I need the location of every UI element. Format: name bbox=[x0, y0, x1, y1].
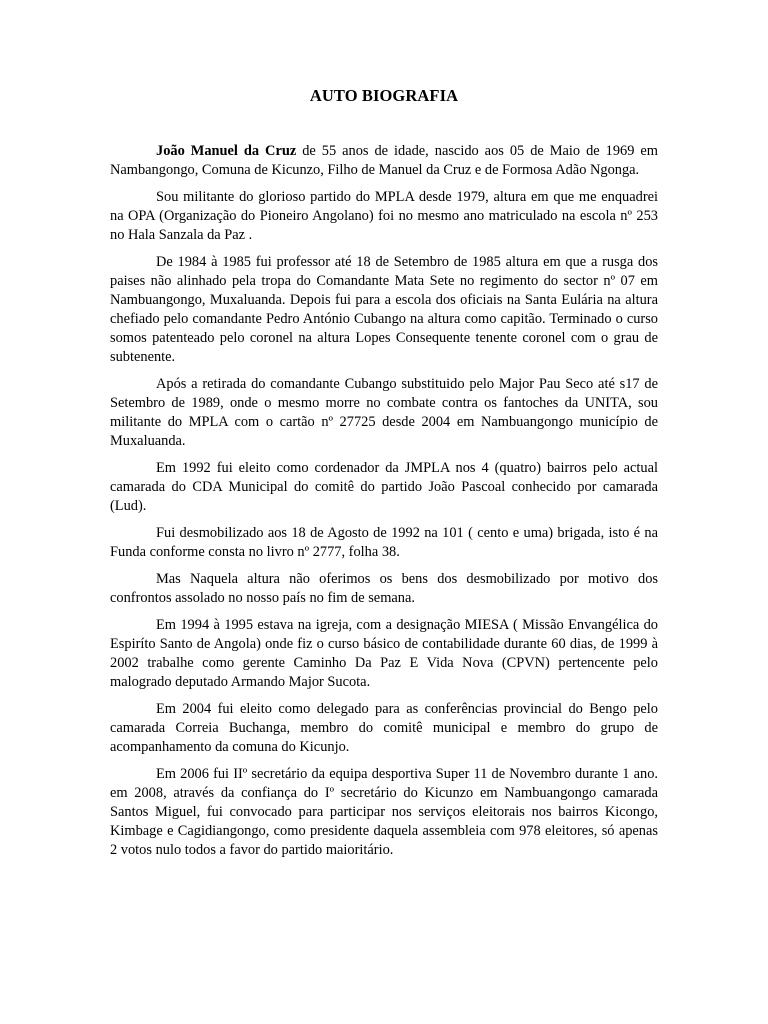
paragraph-teacher-officer: De 1984 à 1985 fui professor até 18 de Setembro de 1985 altura em que a rusga dos paises não alinhado pela tropa do Comandante Mata Sete no regimento do sector nº 07 em Nambuangongo, Muxaluanda. Depois fui para a escola dos oficiais na Santa Eulária na altura chefiado pelo comandante Pedro António Cubango na altura como capitão. Terminado o curso somos patenteado pelo coronel na altura Lopes Consequente tenente coronel com o grau de subtenente. bbox=[110, 254, 658, 365]
paragraph-militancy: Sou militante do glorioso partido do MPLA desde 1979, altura em que me enquadrei na OPA (Organização do Pioneiro Angolano) foi no mesmo ano matriculado na escola nº 253 no Hala Sanzala da Paz . bbox=[110, 189, 658, 243]
paragraph-delegate: Em 2004 fui eleito como delegado para as conferências provincial do Bengo pelo camarada Correia Buchanga, membro do comitê municipal e membro do grupo de acompanhamento da comuna do Kicunjo. bbox=[110, 701, 658, 755]
paragraph-secretary: Em 2006 fui IIº secretário da equipa desportiva Super 11 de Novembro durante 1 ano. em 2008, através da confiança do Iº secretário do Kicunzo em Nambuangongo camarada Santos Miguel, fui convocado para participar nos serviços eleitorais nos bairros Kicongo, Kimbage e Cagidiangongo, como presidente daquela assembleia com 978 eleitores, só apenas 2 votos nulo todos a favor do partido maioritário. bbox=[110, 766, 658, 858]
paragraph-demobilized: Fui desmobilizado aos 18 de Agosto de 1992 na 101 ( cento e uma) brigada, isto é na Funda conforme consta no livro nº 2777, folha 38. bbox=[110, 525, 658, 560]
author-name: João Manuel da Cruz bbox=[156, 143, 297, 159]
document-title: AUTO BIOGRAFIA bbox=[309, 86, 459, 105]
document-page bbox=[110, 86, 658, 868]
paragraph-cubango: Após a retirada do comandante Cubango substituido pelo Major Pau Seco até s17 de Setembro de 1989, onde o mesmo morre no combate contra os fantoches da UNITA, sou militante do MPLA com o cartão nº 27725 desde 2004 em Nambuangongo município de Muxaluanda. bbox=[110, 376, 658, 449]
paragraph-jmpla: Em 1992 fui eleito como cordenador da JMPLA nos 4 (quatro) bairros pelo actual camarada do CDA Municipal do comitê do partido João Pascoal conhecido por camarada (Lud). bbox=[110, 460, 658, 514]
paragraph-goods: Mas Naquela altura não oferimos os bens dos desmobilizado por motivo dos confrontos assolado no nosso país no fim de semana. bbox=[110, 571, 658, 606]
paragraph-intro bbox=[110, 142, 658, 180]
paragraph-text: de 55 anos de idade, nascido aos 05 de Maio de 1969 em Nambangongo, Comuna de Kicunzo, Filho de Manuel da Cruz e de Formosa Adão Ngonga. bbox=[110, 143, 658, 178]
paragraph-church: Em 1994 à 1995 estava na igreja, com a designação MIESA ( Missão Envangélica do Espiríto Santo de Angola) onde fiz o curso básico de contabilidade durante 60 dias, de 1999 à 2002 trabalhe como gerente Caminho Da Paz E Vida Nova (CPVN) pertencente pelo malogrado deputado Armando Major Sucota. bbox=[110, 617, 658, 690]
